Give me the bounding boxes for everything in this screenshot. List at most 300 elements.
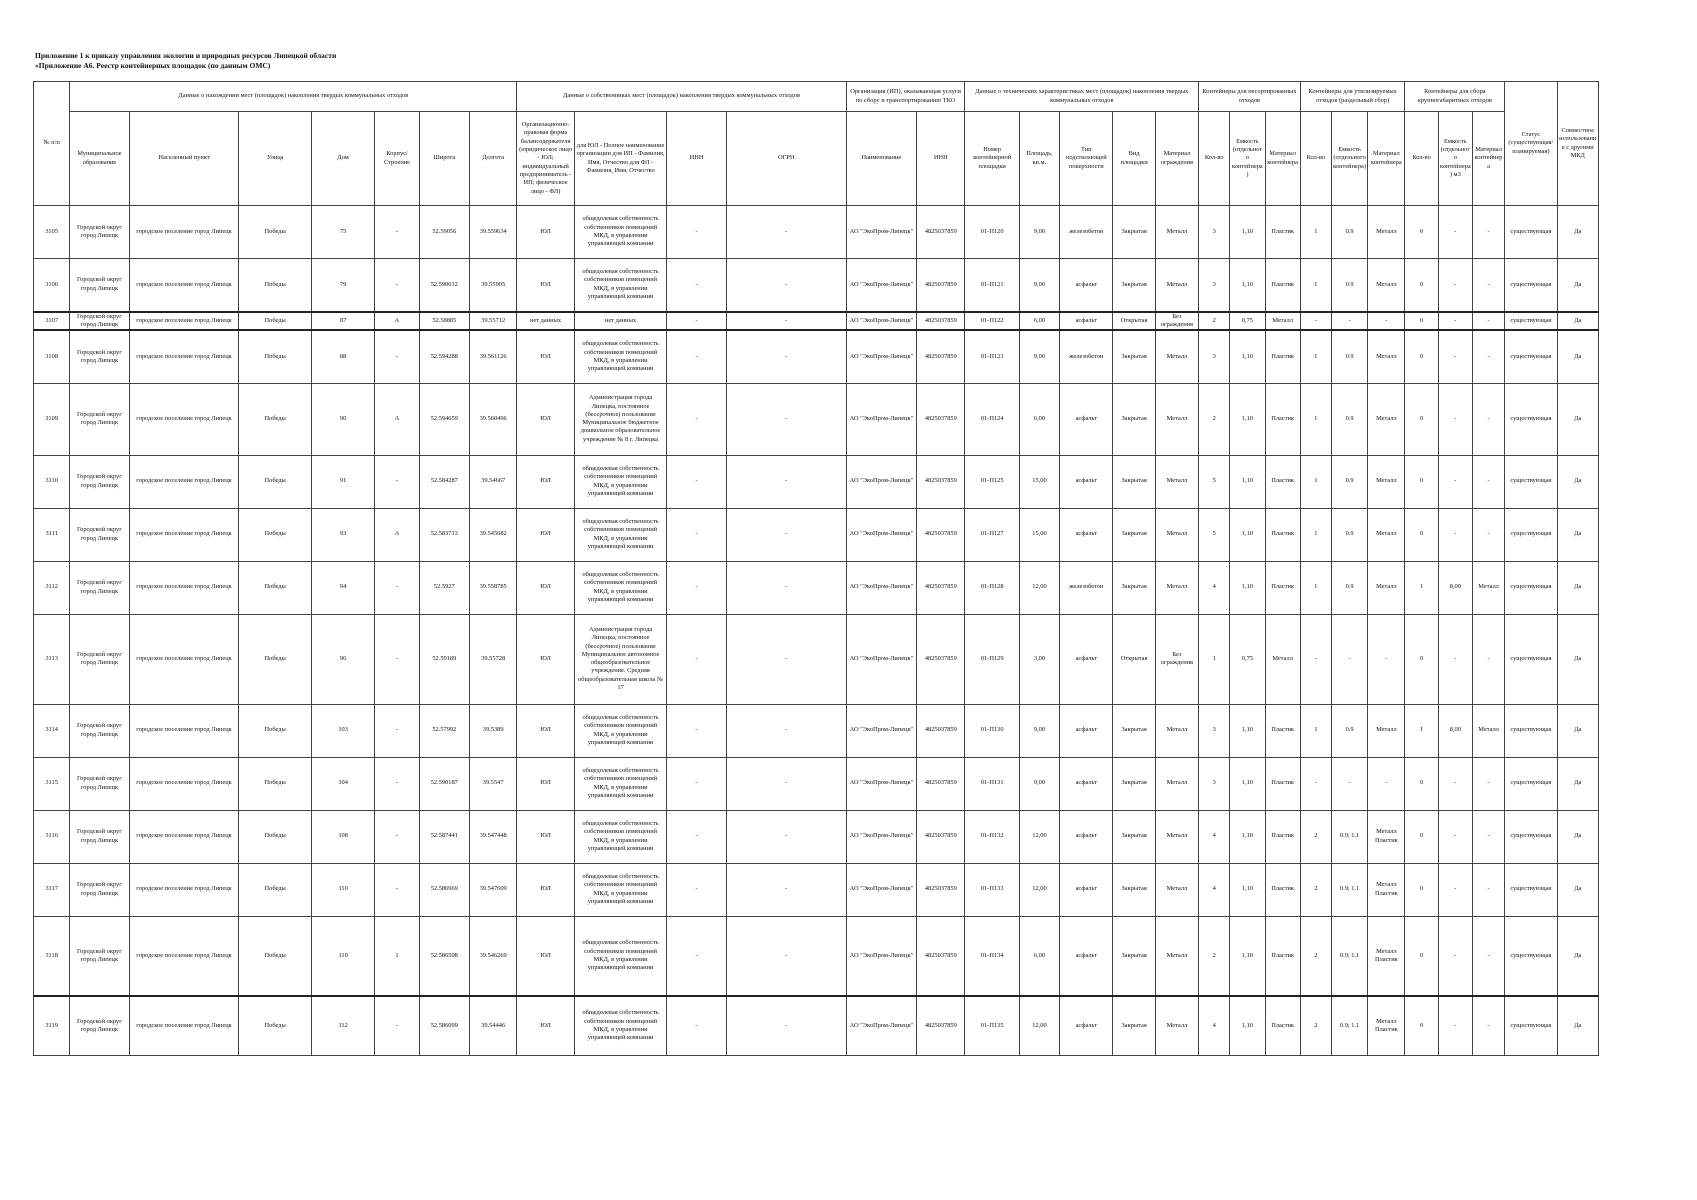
cell-site-type: Закрытая	[1113, 863, 1155, 916]
col-shared: Совместное использование с другими МКД	[1557, 82, 1598, 206]
cell-building: А	[375, 383, 419, 455]
cell-owner-name: общедолевая собственность собственников помещений МКД, в управлении управляющей компании	[574, 330, 667, 383]
cell-municipality: Городской округ город Липецк	[70, 810, 129, 863]
cell-num: 3113	[34, 614, 70, 704]
cell-c3-qty: 1	[1405, 704, 1438, 757]
cell-operator-name: АО "ЭкоПром-Липецк"	[846, 312, 916, 331]
cell-c1-cap: 1,10	[1230, 704, 1265, 757]
cell-municipality: Городской округ город Липецк	[70, 863, 129, 916]
cell-owner-name: общедолевая собственность собственников помещений МКД, в управлении управляющей компании	[574, 259, 667, 312]
cell-settlement: городское поселение город Липецк	[129, 383, 239, 455]
cell-c2-cap: 0.9	[1331, 455, 1367, 508]
cell-c1-mat: Пластик	[1265, 916, 1300, 996]
cell-lon: 39.558785	[469, 561, 516, 614]
cell-c3-qty: 0	[1405, 312, 1438, 331]
cell-municipality: Городской округ город Липецк	[70, 704, 129, 757]
cell-lat: 52.59056	[419, 206, 469, 259]
cell-inn: -	[667, 757, 726, 810]
cell-operator-inn: 4825037859	[917, 312, 965, 331]
cell-street: Победы	[239, 810, 312, 863]
cell-lon: 39.561126	[469, 330, 516, 383]
cell-surface: железобетон	[1060, 561, 1113, 614]
cell-settlement: городское поселение город Липецк	[129, 259, 239, 312]
cell-c2-qty: 1	[1300, 508, 1331, 561]
cell-fence: Металл	[1155, 757, 1198, 810]
cell-shared: Да	[1557, 312, 1598, 331]
cell-legal-form: ЮЛ	[517, 916, 574, 996]
cell-settlement: городское поселение город Липецк	[129, 455, 239, 508]
cell-num: 3107	[34, 312, 70, 331]
table-head	[34, 82, 1599, 206]
cell-c2-mat: Металл	[1368, 455, 1405, 508]
cell-c1-cap: 1,10	[1230, 916, 1265, 996]
cell-lat: 52.586508	[419, 916, 469, 996]
cell-legal-form: ЮЛ	[517, 757, 574, 810]
cell-surface: железобетон	[1060, 330, 1113, 383]
cell-building: А	[375, 312, 419, 331]
cell-c1-cap: 1,10	[1230, 259, 1265, 312]
cell-num: 3115	[34, 757, 70, 810]
cell-lon: 39.546269	[469, 916, 516, 996]
cell-status: существующая	[1505, 259, 1557, 312]
cell-c2-qty: 1	[1300, 330, 1331, 383]
col-c1-mat: Материал контейнера	[1265, 112, 1300, 206]
cell-status: существующая	[1505, 704, 1557, 757]
cell-c3-cap: -	[1438, 916, 1472, 996]
cell-shared: Да	[1557, 508, 1598, 561]
cell-c1-cap: 1,10	[1230, 810, 1265, 863]
cell-c2-qty: 1	[1300, 455, 1331, 508]
cell-ogrn: -	[726, 455, 846, 508]
cell-shared: Да	[1557, 916, 1598, 996]
cell-ogrn: -	[726, 614, 846, 704]
cell-c1-cap: 1,10	[1230, 383, 1265, 455]
cell-status: существующая	[1505, 383, 1557, 455]
cell-ogrn: -	[726, 810, 846, 863]
cell-lon: 39.54446	[469, 996, 516, 1055]
cell-c1-cap: 1,10	[1230, 206, 1265, 259]
cell-ogrn: -	[726, 863, 846, 916]
cell-shared: Да	[1557, 383, 1598, 455]
cell-c1-cap: 1,10	[1230, 455, 1265, 508]
cell-c3-qty: 0	[1405, 206, 1438, 259]
cell-operator-inn: 4825037859	[917, 757, 965, 810]
cell-house: 103	[311, 704, 374, 757]
cell-street: Победы	[239, 330, 312, 383]
cell-shared: Да	[1557, 757, 1598, 810]
cell-ogrn: -	[726, 508, 846, 561]
col-lon: Долгота	[469, 112, 516, 206]
col-status: Статус (существующая/планируемая)	[1505, 82, 1557, 206]
cell-c1-cap: 0,75	[1230, 614, 1265, 704]
cell-settlement: городское поселение город Липецк	[129, 996, 239, 1055]
cell-legal-form: ЮЛ	[517, 383, 574, 455]
cell-c1-qty: 1	[1199, 614, 1230, 704]
cell-owner-name: общедолевая собственность собственников помещений МКД, в управлении управляющей компании	[574, 916, 667, 996]
table-row	[34, 312, 1599, 331]
cell-legal-form: ЮЛ	[517, 704, 574, 757]
header-line-2: «Приложение А6. Реестр контейнерных площадок (по данным ОМС)	[35, 61, 271, 70]
cell-building: -	[375, 757, 419, 810]
cell-lat: 52.594659	[419, 383, 469, 455]
cell-fence: Металл	[1155, 561, 1198, 614]
cell-lon: 39.54667	[469, 455, 516, 508]
cell-house: 110	[311, 916, 374, 996]
col-ogrn: ОГРН	[726, 112, 846, 206]
cell-house: 110	[311, 863, 374, 916]
cell-num: 3111	[34, 508, 70, 561]
cell-fence: Без ограждения	[1155, 312, 1198, 331]
cell-c1-mat: Пластик	[1265, 259, 1300, 312]
cell-lat: 52.594288	[419, 330, 469, 383]
cell-num: 3108	[34, 330, 70, 383]
cell-c3-cap: -	[1438, 455, 1472, 508]
cell-site-no: 01-П130	[965, 704, 1019, 757]
cell-street: Победы	[239, 614, 312, 704]
col-owner-name: для ЮЛ - Полное наименование организации для ИП - Фамилия, Имя, Отчество для ФЛ - Фамилия, Имя, Отчество	[574, 112, 667, 206]
cell-house: 94	[311, 561, 374, 614]
cell-c2-cap: 0.9	[1331, 330, 1367, 383]
cell-inn: -	[667, 455, 726, 508]
cell-area: 15,00	[1019, 508, 1059, 561]
cell-site-type: Закрытая	[1113, 508, 1155, 561]
cell-operator-inn: 4825037859	[917, 330, 965, 383]
cell-house: 79	[311, 259, 374, 312]
cell-status: существующая	[1505, 916, 1557, 996]
cell-municipality: Городской округ город Липецк	[70, 259, 129, 312]
cell-operator-inn: 4825037859	[917, 383, 965, 455]
cell-operator-inn: 4825037859	[917, 561, 965, 614]
cell-c3-mat: -	[1472, 312, 1504, 331]
cell-lat: 52.587441	[419, 810, 469, 863]
table-row	[34, 508, 1599, 561]
cell-c1-qty: 4	[1199, 863, 1230, 916]
cell-municipality: Городской округ город Липецк	[70, 916, 129, 996]
cell-legal-form: ЮЛ	[517, 455, 574, 508]
cell-num: 3117	[34, 863, 70, 916]
cell-c2-qty: -	[1300, 757, 1331, 810]
cell-legal-form: ЮЛ	[517, 206, 574, 259]
cell-legal-form: ЮЛ	[517, 508, 574, 561]
cell-c2-mat: Металл	[1368, 259, 1405, 312]
cell-street: Победы	[239, 206, 312, 259]
header-line-1: Приложение 1 к приказу управления экологии и природных ресурсов Липецкой области	[35, 51, 337, 60]
cell-c3-qty: 0	[1405, 508, 1438, 561]
cell-owner-name: общедолевая собственность собственников помещений МКД, в управлении управляющей компании	[574, 206, 667, 259]
cell-fence: Металл	[1155, 508, 1198, 561]
cell-num: 3109	[34, 383, 70, 455]
table-row	[34, 330, 1599, 383]
cell-lat: 52.59189	[419, 614, 469, 704]
table-row	[34, 996, 1599, 1055]
cell-status: существующая	[1505, 757, 1557, 810]
cell-site-type: Открытая	[1113, 614, 1155, 704]
cell-legal-form: ЮЛ	[517, 810, 574, 863]
cell-shared: Да	[1557, 614, 1598, 704]
cell-c2-mat: -	[1368, 312, 1405, 331]
cell-area: 6,00	[1019, 383, 1059, 455]
group-owners: Данные о собственниках мест (площадок) накопления твердых коммунальных отходов	[517, 82, 846, 112]
cell-surface: асфальт	[1060, 614, 1113, 704]
cell-lon: 39.55728	[469, 614, 516, 704]
cell-c2-cap: 0.9; 1.1	[1331, 863, 1367, 916]
col-operator-name: Наименование	[846, 112, 916, 206]
cell-fence: Металл	[1155, 996, 1198, 1055]
cell-operator-inn: 4825037859	[917, 614, 965, 704]
cell-c1-cap: 1,10	[1230, 330, 1265, 383]
table-row	[34, 614, 1599, 704]
col-surface: Тип подстилающей поверхности	[1060, 112, 1113, 206]
cell-c3-qty: 0	[1405, 614, 1438, 704]
cell-c1-mat: Металл	[1265, 312, 1300, 331]
cell-fence: Металл	[1155, 259, 1198, 312]
cell-c2-qty: 1	[1300, 561, 1331, 614]
cell-c2-mat: Металл Пластик	[1368, 810, 1405, 863]
cell-settlement: городское поселение город Липецк	[129, 863, 239, 916]
col-c3-cap: Емкость (отдельного контейнера) м3	[1438, 112, 1472, 206]
cell-operator-name: АО "ЭкоПром-Липецк"	[846, 996, 916, 1055]
cell-area: 9,00	[1019, 206, 1059, 259]
cell-c3-qty: 0	[1405, 259, 1438, 312]
cell-status: существующая	[1505, 312, 1557, 331]
cell-house: 90	[311, 383, 374, 455]
cell-area: 9,00	[1019, 330, 1059, 383]
cell-status: существующая	[1505, 508, 1557, 561]
cell-municipality: Городской округ город Липецк	[70, 508, 129, 561]
cell-c2-cap: 0.9	[1331, 561, 1367, 614]
col-c2-mat: Материал контейнера	[1368, 112, 1405, 206]
cell-operator-inn: 4825037859	[917, 206, 965, 259]
cell-site-no: 01-П121	[965, 259, 1019, 312]
cell-inn: -	[667, 704, 726, 757]
cell-c3-qty: 0	[1405, 383, 1438, 455]
cell-c1-qty: 2	[1199, 312, 1230, 331]
cell-building: -	[375, 614, 419, 704]
cell-fence: Без ограждения	[1155, 614, 1198, 704]
cell-c2-qty: -	[1300, 614, 1331, 704]
cell-status: существующая	[1505, 996, 1557, 1055]
cell-c1-mat: Пластик	[1265, 704, 1300, 757]
cell-status: существующая	[1505, 810, 1557, 863]
cell-surface: асфальт	[1060, 916, 1113, 996]
cell-area: 3,00	[1019, 614, 1059, 704]
cell-settlement: городское поселение город Липецк	[129, 810, 239, 863]
col-num: № п/п	[34, 82, 70, 206]
cell-fence: Металл	[1155, 330, 1198, 383]
cell-c2-cap: 0.9; 1.1	[1331, 996, 1367, 1055]
cell-operator-name: АО "ЭкоПром-Липецк"	[846, 863, 916, 916]
cell-c2-qty: 2	[1300, 863, 1331, 916]
cell-building: -	[375, 259, 419, 312]
cell-c3-cap: -	[1438, 312, 1472, 331]
cell-operator-name: АО "ЭкоПром-Липецк"	[846, 383, 916, 455]
cell-owner-name: общедолевая собственность собственников помещений МКД, в управлении управляющей компании	[574, 810, 667, 863]
cell-shared: Да	[1557, 561, 1598, 614]
cell-legal-form: ЮЛ	[517, 996, 574, 1055]
cell-area: 12,00	[1019, 561, 1059, 614]
cell-c1-qty: 4	[1199, 561, 1230, 614]
table-row	[34, 757, 1599, 810]
cell-c3-mat: -	[1472, 259, 1504, 312]
col-site-type: Вид площадки	[1113, 112, 1155, 206]
cell-operator-name: АО "ЭкоПром-Липецк"	[846, 614, 916, 704]
cell-street: Победы	[239, 455, 312, 508]
cell-c3-qty: 0	[1405, 916, 1438, 996]
cell-c3-mat: -	[1472, 206, 1504, 259]
cell-c3-mat: -	[1472, 508, 1504, 561]
cell-status: существующая	[1505, 455, 1557, 508]
cell-street: Победы	[239, 996, 312, 1055]
cell-ogrn: -	[726, 704, 846, 757]
cell-lat: 52.57992	[419, 704, 469, 757]
cell-c3-mat: Металл	[1472, 704, 1504, 757]
cell-inn: -	[667, 614, 726, 704]
cell-c1-mat: Металл	[1265, 614, 1300, 704]
cell-inn: -	[667, 863, 726, 916]
cell-settlement: городское поселение город Липецк	[129, 757, 239, 810]
cell-operator-inn: 4825037859	[917, 455, 965, 508]
cell-c3-mat: -	[1472, 330, 1504, 383]
cell-c1-qty: 5	[1199, 455, 1230, 508]
cell-c1-mat: Пластик	[1265, 561, 1300, 614]
table-row	[34, 259, 1599, 312]
cell-street: Победы	[239, 508, 312, 561]
table-row	[34, 455, 1599, 508]
cell-settlement: городское поселение город Липецк	[129, 561, 239, 614]
cell-house: 112	[311, 996, 374, 1055]
cell-c2-cap: 0.9	[1331, 704, 1367, 757]
cell-site-no: 01-П127	[965, 508, 1019, 561]
cell-shared: Да	[1557, 704, 1598, 757]
cell-surface: асфальт	[1060, 259, 1113, 312]
cell-lon: 39.5547	[469, 757, 516, 810]
col-c1-qty: Кол-во	[1199, 112, 1230, 206]
cell-c3-mat: -	[1472, 916, 1504, 996]
cell-house: 91	[311, 455, 374, 508]
cell-ogrn: -	[726, 259, 846, 312]
cell-c2-mat: Металл	[1368, 206, 1405, 259]
cell-operator-inn: 4825037859	[917, 916, 965, 996]
cell-operator-inn: 4825037859	[917, 704, 965, 757]
cell-fence: Металл	[1155, 455, 1198, 508]
cell-inn: -	[667, 383, 726, 455]
cell-settlement: городское поселение город Липецк	[129, 312, 239, 331]
cell-c3-qty: 0	[1405, 455, 1438, 508]
cell-ogrn: -	[726, 330, 846, 383]
col-house: Дом	[311, 112, 374, 206]
cell-c1-qty: 3	[1199, 704, 1230, 757]
cell-status: существующая	[1505, 863, 1557, 916]
cell-num: 3114	[34, 704, 70, 757]
cell-c2-qty: 2	[1300, 810, 1331, 863]
cell-c3-cap: -	[1438, 614, 1472, 704]
cell-c1-qty: 3	[1199, 259, 1230, 312]
cell-site-no: 01-П132	[965, 810, 1019, 863]
cell-num: 3106	[34, 259, 70, 312]
cell-c3-mat: Металл	[1472, 561, 1504, 614]
cell-c1-mat: Пластик	[1265, 508, 1300, 561]
table-row	[34, 561, 1599, 614]
col-building: Корпус/Строение	[375, 112, 419, 206]
cell-surface: асфальт	[1060, 704, 1113, 757]
cell-c1-mat: Пластик	[1265, 383, 1300, 455]
cell-c3-cap: -	[1438, 757, 1472, 810]
table-body	[34, 206, 1599, 1056]
cell-c2-qty: -	[1300, 312, 1331, 331]
cell-municipality: Городской округ город Липецк	[70, 206, 129, 259]
cell-site-type: Открытая	[1113, 312, 1155, 331]
cell-area: 9,00	[1019, 704, 1059, 757]
cell-c3-cap: -	[1438, 330, 1472, 383]
cell-status: существующая	[1505, 330, 1557, 383]
cell-c3-mat: -	[1472, 810, 1504, 863]
table-row	[34, 916, 1599, 996]
cell-num: 3118	[34, 916, 70, 996]
cell-building: -	[375, 330, 419, 383]
cell-c3-cap: -	[1438, 996, 1472, 1055]
cell-surface: асфальт	[1060, 508, 1113, 561]
cell-lat: 52.583713	[419, 508, 469, 561]
cell-building: -	[375, 863, 419, 916]
cell-ogrn: -	[726, 916, 846, 996]
col-area: Площадь, кв.м.	[1019, 112, 1059, 206]
cell-surface: асфальт	[1060, 863, 1113, 916]
cell-c3-mat: -	[1472, 757, 1504, 810]
cell-building: -	[375, 810, 419, 863]
cell-area: 12,00	[1019, 863, 1059, 916]
col-c2-qty: Кол-во	[1300, 112, 1331, 206]
cell-building: -	[375, 704, 419, 757]
cell-shared: Да	[1557, 996, 1598, 1055]
cell-c1-cap: 1,10	[1230, 508, 1265, 561]
cell-site-no: 01-П124	[965, 383, 1019, 455]
cell-operator-name: АО "ЭкоПром-Липецк"	[846, 508, 916, 561]
group-bulky: Контейнеры для сбора крупногабаритных отходов	[1405, 82, 1505, 112]
cell-c2-mat: Металл Пластик	[1368, 996, 1405, 1055]
cell-building: -	[375, 996, 419, 1055]
cell-site-type: Закрытая	[1113, 330, 1155, 383]
cell-surface: железобетон	[1060, 206, 1113, 259]
cell-owner-name: нет данных	[574, 312, 667, 331]
cell-c2-cap: -	[1331, 757, 1367, 810]
group-operator: Организация (ИП), оказывающая услуги по сбору и транспортированию ТКО	[846, 82, 965, 112]
cell-owner-name: общедолевая собственность собственников помещений МКД, в управлении управляющей компании	[574, 996, 667, 1055]
col-inn: ИНН	[667, 112, 726, 206]
cell-fence: Металл	[1155, 916, 1198, 996]
cell-municipality: Городской округ город Липецк	[70, 614, 129, 704]
cell-c2-cap: 0.9; 1.1	[1331, 810, 1367, 863]
cell-surface: асфальт	[1060, 455, 1113, 508]
cell-c2-cap: -	[1331, 614, 1367, 704]
cell-operator-inn: 4825037859	[917, 508, 965, 561]
col-c3-mat: Материал контейнера	[1472, 112, 1504, 206]
cell-inn: -	[667, 206, 726, 259]
cell-lat: 52.58885	[419, 312, 469, 331]
cell-surface: асфальт	[1060, 996, 1113, 1055]
cell-site-type: Закрытая	[1113, 206, 1155, 259]
group-tech: Данные о технических характеристиках мест (площадок) накопления твердых коммунальных отходов	[965, 82, 1199, 112]
cell-house: 93	[311, 508, 374, 561]
cell-owner-name: общедолевая собственность собственников помещений МКД, в управлении управляющей компании	[574, 561, 667, 614]
cell-inn: -	[667, 508, 726, 561]
cell-shared: Да	[1557, 206, 1598, 259]
cell-inn: -	[667, 259, 726, 312]
cell-site-no: 01-П128	[965, 561, 1019, 614]
cell-c3-cap: 8,00	[1438, 704, 1472, 757]
cell-lat: 52.5927	[419, 561, 469, 614]
cell-site-no: 01-П134	[965, 916, 1019, 996]
cell-num: 3112	[34, 561, 70, 614]
